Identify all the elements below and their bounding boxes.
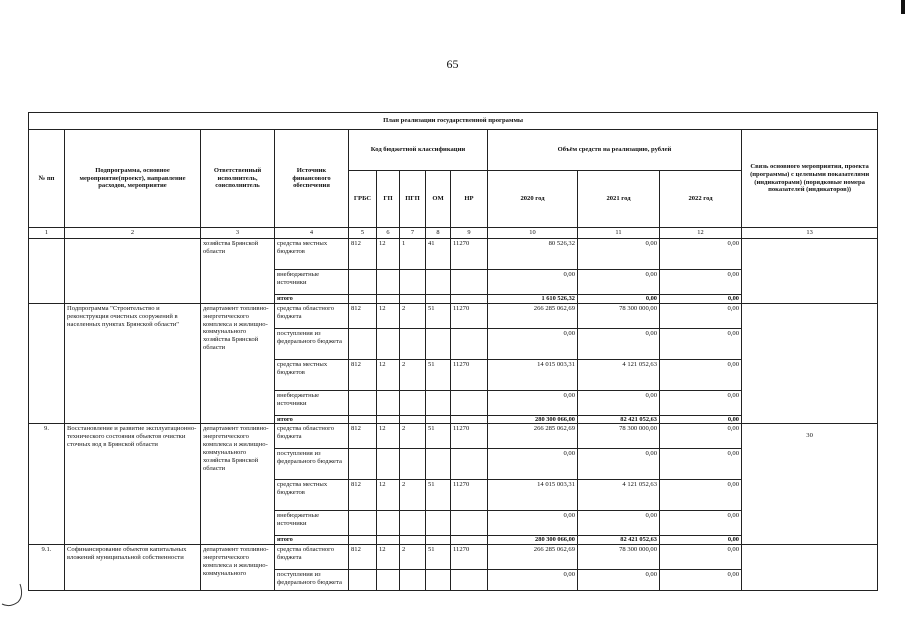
source-cell: поступления из федерального бюджета <box>275 449 349 480</box>
source-cell: поступления из федерального бюджета <box>275 570 349 591</box>
responsible-cell: департамент топливно-энергетического комплекса и жилищно-коммунального хозяйства Брянской области <box>201 424 275 545</box>
col-number: 6 <box>377 228 400 239</box>
col-number: 13 <box>742 228 878 239</box>
header-nr: НР <box>451 171 488 228</box>
header-2022: 2022 год <box>660 171 742 228</box>
header-om: ОМ <box>426 171 451 228</box>
header-2021: 2021 год <box>578 171 660 228</box>
page-number: 65 <box>446 57 459 71</box>
source-cell: средства областного бюджета <box>275 303 349 328</box>
measure-name: Софинансирование объектов капитальных вложений муниципальной собственности <box>65 545 201 591</box>
source-cell: средства областного бюджета <box>275 545 349 570</box>
table-row: средства местных бюджетов 812 12 2 51 11270 14 015 003,31 4 121 052,63 0,00 <box>29 359 878 390</box>
table-row: Подпрограмма "Строительство и реконструкция очистных сооружений в населенных пунктах Брянской области" департамент топливно-энергетического комплекса и жилищно-коммунального хозяйства Брянской области средства областного бюджета 812 12 2 51 11270 266 285 062,69 78 300 000,00 0,00 <box>29 303 878 328</box>
source-cell: средства областного бюджета <box>275 424 349 449</box>
header-2020: 2020 год <box>488 171 578 228</box>
col-number: 7 <box>400 228 426 239</box>
total-row: итого 280 300 066,00 82 421 052,63 0,00 <box>29 415 878 424</box>
responsible-cell: департамент топливно-энергетического комплекса и жилищно-коммунального хозяйства Брянской области <box>201 303 275 424</box>
col-number: 1 <box>29 228 65 239</box>
table-row: внебюджетные источники 0,00 0,00 0,00 <box>29 270 878 295</box>
responsible-cell: департамент топливно-энергетического комплекса и жилищно-коммунального <box>201 545 275 591</box>
col-number: 8 <box>426 228 451 239</box>
source-cell: средства местных бюджетов <box>275 359 349 390</box>
table-row: поступления из федерального бюджета 0,00 0,00 0,00 <box>29 449 878 480</box>
scan-edge-mark <box>901 0 905 14</box>
indicator-link: 30 <box>742 424 878 545</box>
table-row: поступления из федерального бюджета 0,00 0,00 0,00 <box>29 328 878 359</box>
col-number: 4 <box>275 228 349 239</box>
table-row: поступления из федерального бюджета 0,00 0,00 0,00 <box>29 570 878 591</box>
header-volume: Объём средств на реализацию, рублей <box>488 130 742 171</box>
source-cell: средства местных бюджетов <box>275 239 349 270</box>
subprogram-name: Подпрограмма "Строительство и реконструкция очистных сооружений в населенных пунктах Брянской области" <box>65 303 201 424</box>
source-cell: поступления из федерального бюджета <box>275 328 349 359</box>
total-row: итого 1 610 526,32 0,00 0,00 <box>29 295 878 304</box>
header-source: Источник финансового обеспечения <box>275 130 349 228</box>
header-grbs: ГРБС <box>349 171 377 228</box>
margin-scribble <box>0 574 30 614</box>
source-cell: внебюджетные источники <box>275 270 349 295</box>
col-number: 11 <box>578 228 660 239</box>
table-row: хозяйства Брянской области средства местных бюджетов 812 12 1 41 11270 80 526,32 0,00 0,00 <box>29 239 878 270</box>
row-num: 9.1. <box>29 545 65 591</box>
source-cell: средства местных бюджетов <box>275 480 349 511</box>
header-responsible: Ответственный исполнитель, соисполнитель <box>201 130 275 228</box>
header-link: Связь основного мероприятия, проекта (программы) с целевыми показателями (индикаторами) (порядковые номера показателей (индикаторов)) <box>742 130 878 228</box>
header-gp: ГП <box>377 171 400 228</box>
header-pgp: ПГП <box>400 171 426 228</box>
col-number: 10 <box>488 228 578 239</box>
plan-table <box>28 112 878 591</box>
table-row: средства местных бюджетов 812 12 2 51 11270 14 015 003,31 4 121 052,63 0,00 <box>29 480 878 511</box>
table-row: 9.1. Софинансирование объектов капитальных вложений муниципальной собственности департамент топливно-энергетического комплекса и жилищно-коммунального средства областного бюджета 812 12 2 51 11270 266 285 062,69 78 300 000,00 0,00 <box>29 545 878 570</box>
col-number: 12 <box>660 228 742 239</box>
source-cell: внебюджетные источники <box>275 511 349 536</box>
table-title: План реализации государственной программы <box>29 113 878 130</box>
header-subprogram: Подпрограмма, основное мероприятие(проект), направление расходов, мероприятие <box>65 130 201 228</box>
col-number: 3 <box>201 228 275 239</box>
col-number: 2 <box>65 228 201 239</box>
responsible-cell: хозяйства Брянской области <box>201 239 275 304</box>
col-number: 9 <box>451 228 488 239</box>
header-budget-class: Код бюджетной классификации <box>349 130 488 171</box>
table-row: 9. Восстановление и развитие эксплуатационно-технического состояния объектов очистки сточных вод в Брянской области департамент топливно-энергетического комплекса и жилищно-коммунального хозяйства Брянской области средства областного бюджета 812 12 2 51 11270 266 285 062,69 78 300 000,00 0,00 30 <box>29 424 878 449</box>
row-num: 9. <box>29 424 65 545</box>
col-number: 5 <box>349 228 377 239</box>
table-row: внебюджетные источники 0,00 0,00 0,00 <box>29 511 878 536</box>
measure-name: Восстановление и развитие эксплуатационно-технического состояния объектов очистки сточных вод в Брянской области <box>65 424 201 545</box>
total-row: итого 280 300 066,00 82 421 052,63 0,00 <box>29 536 878 545</box>
header-num: № пп <box>29 130 65 228</box>
source-cell: внебюджетные источники <box>275 390 349 415</box>
table-row: внебюджетные источники 0,00 0,00 0,00 <box>29 390 878 415</box>
